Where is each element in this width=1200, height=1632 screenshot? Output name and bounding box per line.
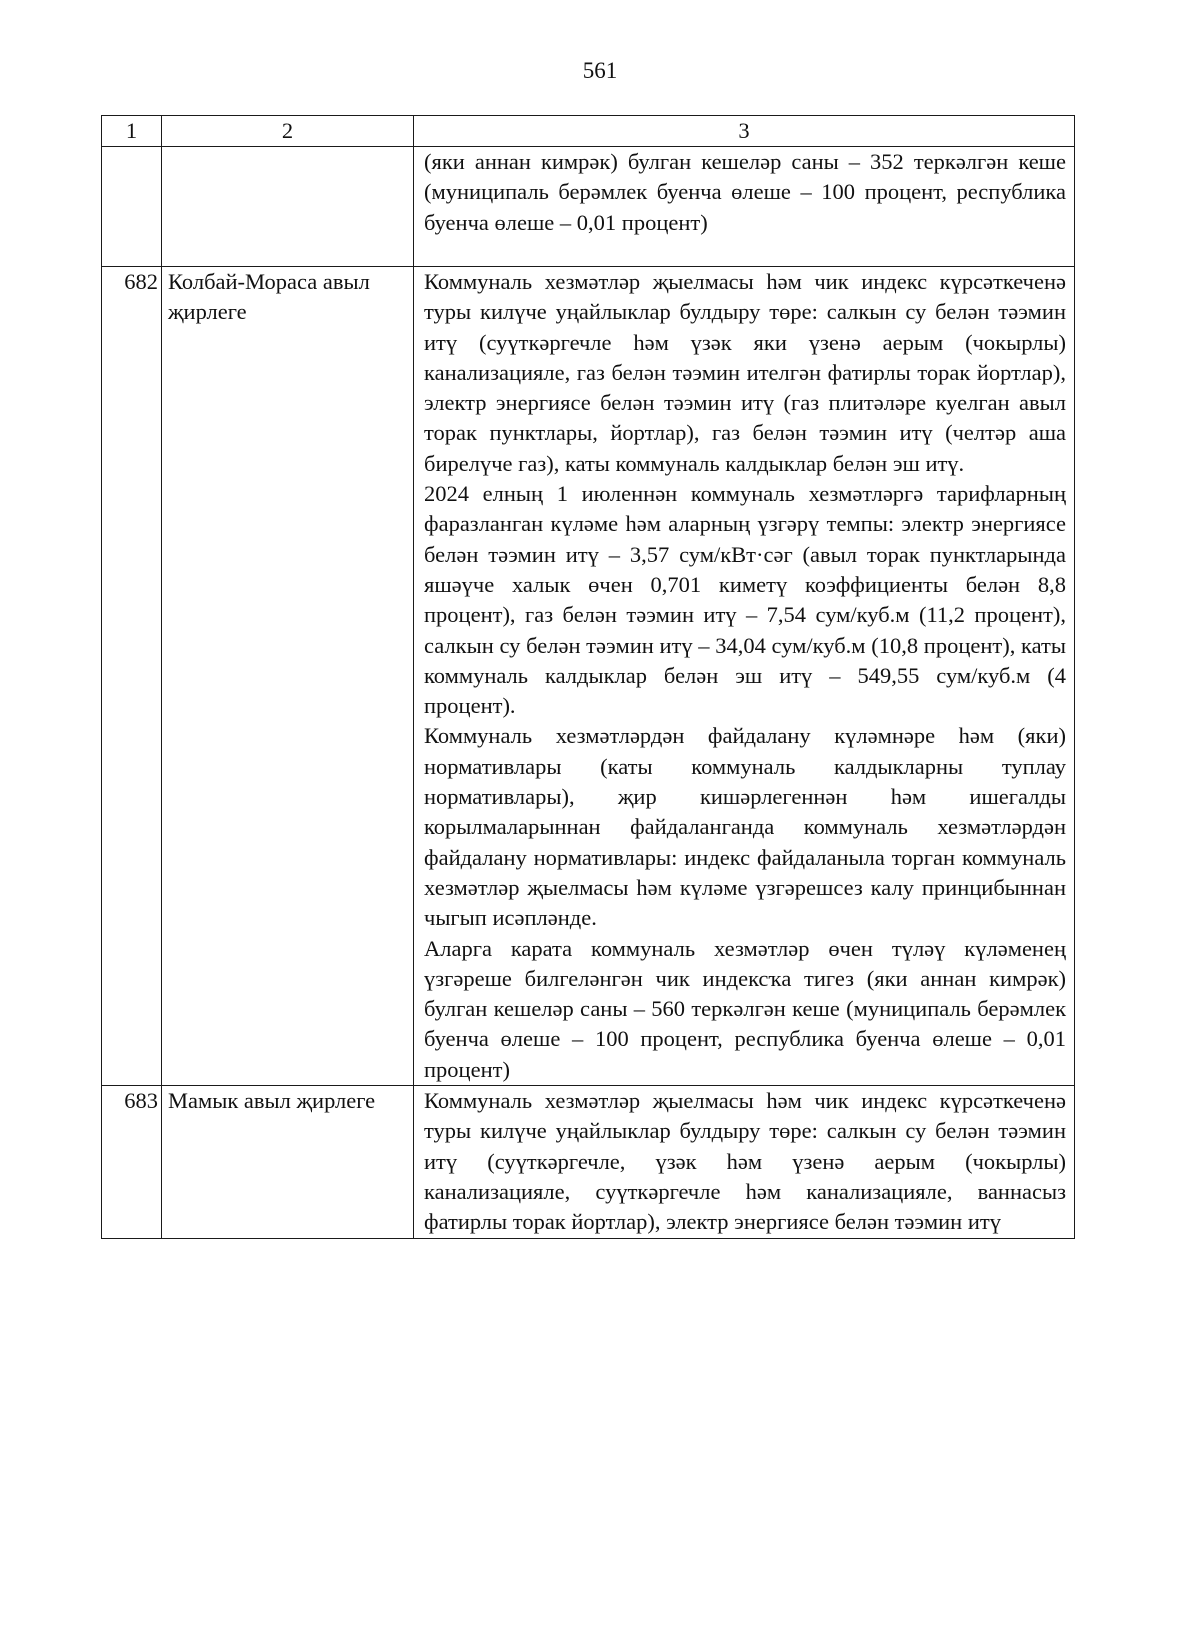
description-cell [414, 147, 1075, 267]
row-number: 682 [102, 267, 162, 1086]
header-col-3: 3 [414, 116, 1075, 147]
tariff-table [101, 115, 1075, 1239]
header-col-1: 1 [102, 116, 162, 147]
paragraph: Коммуналь хезмәтләр җыелмасы һәм чик индекс күрсәткеченә туры килүче уңайлыклар булдыру төре: салкын су белән тәэмин итү (суүткәргечле һәм үзәк яки үзенә аерым (чокырлы) канализацияле, газ белән тәэмин ителгән фатирлы торак йортлар), электр энергиясе белән тәэмин итү (газ плитәләре куелган авыл торак пунктлары, йортлар), газ белән тәэмин итү (челтәр аша бирелүче газ), каты коммуналь калдыклар белән эш итү. [424, 269, 1066, 476]
paragraph: (яки аннан кимрәк) булган кешеләр саны – 352 теркәлгән кеше (муниципаль берәмлек буенча өлеше – 100 процент, республика буенча өлеше – 0,01 процент) [424, 149, 1066, 235]
table-row [102, 267, 1075, 1086]
paragraph: Коммуналь хезмәтләр җыелмасы һәм чик индекс күрсәткеченә туры килүче уңайлыклар булдыру төре: салкын су белән тәэмин итү (суүткәргечле, үзәк һәм үзенә аерым (чокырлы) канализацияле, суүткәргечле һәм канализацияле, ваннасыз фатирлы торак йортлар), электр энергиясе белән тәэмин итү [424, 1088, 1066, 1235]
settlement-name: Колбай-Мораса авыл җирлеге [162, 267, 414, 1086]
paragraph: Аларга карата коммуналь хезмәтләр өчен түләү күләменең үзгәреше билгеләнгән чик индексҡа тигез (яки аннан кимрәк) булган кешеләр саны – 560 теркәлгән кеше (муниципаль берәмлек буенча өлеше – 100 процент, республика буенча өлеше – 0,01 процент) [424, 935, 1066, 1082]
page-number: 561 [582, 58, 618, 83]
settlement-name [162, 147, 414, 267]
table-header-row [102, 116, 1075, 147]
description-cell [414, 1086, 1075, 1238]
paragraph: Коммуналь хезмәтләрдән файдалану күләмнәре һәм (яки) нормативлары (каты коммуналь калдыкларны туплау нормативлары), җир кишәрлегеннән һәм ишегалды корылмаларыннан файдаланганда коммуналь хезмәтләрдән файдалану нормативлары: индекс файдаланыла торган коммуналь хезмәтләр җыелмасы һәм күләме үзгәрешсез калу принцибыннан чыгып исәпләнде. [424, 723, 1066, 931]
table-row [102, 147, 1075, 267]
paragraph: 2024 елның 1 июленнән коммуналь хезмәтләргә тарифларның фаразланган күләме һәм аларның үзгәрү темпы: электр энергиясе белән тәэмин итү – 3,57 сум/кВт·сәг (авыл торак пунктларында яшәүче халык өчен 0,701 киметү коэффициенты белән 8,8 процент), газ белән тәэмин итү – 7,54 сум/куб.м (11,2 процент), салкын су белән тәэмин итү – 34,04 сум/куб.м (10,8 процент), каты коммуналь калдыклар белән эш итү – 549,55 сум/куб.м (4 процент). [424, 481, 1066, 719]
description-cell [414, 267, 1075, 1086]
row-number: 683 [102, 1086, 162, 1238]
header-col-2: 2 [162, 116, 414, 147]
settlement-name: Мамык авыл җирлеге [162, 1086, 414, 1238]
row-number [102, 147, 162, 267]
table-row [102, 1086, 1075, 1238]
